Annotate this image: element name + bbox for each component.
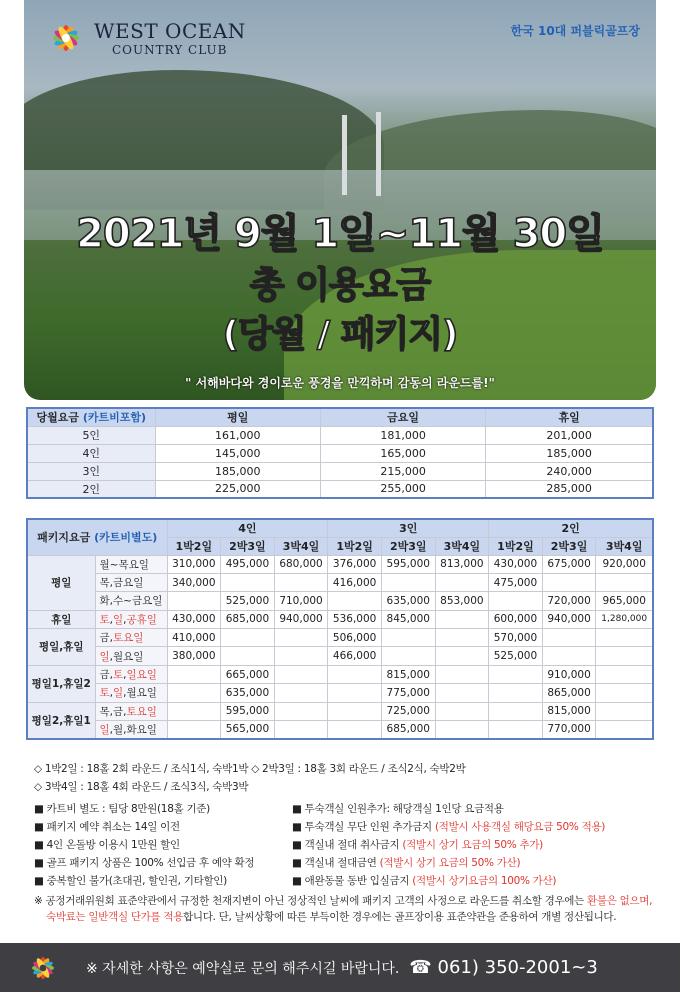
price-cell: 720,000 <box>542 592 596 610</box>
price-cell: 430,000 <box>489 555 543 573</box>
group-label: 평일2,휴일1 <box>27 702 95 739</box>
package-rate-table <box>26 518 654 740</box>
price-cell <box>167 665 221 683</box>
price-cell <box>274 702 328 720</box>
sub-header: 3박4일 <box>435 537 489 555</box>
price-cell <box>221 573 275 591</box>
price-cell: 285,000 <box>486 480 653 498</box>
row-label: 5인 <box>27 426 155 444</box>
brand-subname: COUNTRY CLUB <box>112 43 228 57</box>
price-cell: 255,000 <box>320 480 485 498</box>
price-cell: 536,000 <box>328 610 382 628</box>
price-cell <box>596 573 653 591</box>
price-cell: 410,000 <box>167 629 221 647</box>
note-item: ■ 골프 패키지 상품은 100% 선입금 후 예약 확정 <box>34 857 255 869</box>
round-note: ◇ 3박4일 : 18홀 4회 라운드 / 조식3식, 숙박3박 <box>34 781 249 793</box>
table-row <box>27 573 653 591</box>
price-cell: 813,000 <box>435 555 489 573</box>
price-cell: 225,000 <box>155 480 320 498</box>
note-item: ■ 애완동물 동반 입실금지 (적발시 상기요금의 100% 가산) <box>292 875 557 887</box>
price-cell: 815,000 <box>542 702 596 720</box>
group-header-2: 2인 <box>489 519 653 537</box>
price-cell: 376,000 <box>328 555 382 573</box>
flower-logo-icon <box>46 18 86 58</box>
price-cell <box>542 647 596 665</box>
table-row <box>27 629 653 647</box>
price-cell <box>596 684 653 702</box>
price-cell <box>596 702 653 720</box>
price-cell <box>542 629 596 647</box>
price-cell: 595,000 <box>381 555 435 573</box>
price-cell <box>328 665 382 683</box>
sub-header: 2박3일 <box>381 537 435 555</box>
price-cell: 685,000 <box>221 610 275 628</box>
group-label: 평일 <box>27 555 95 610</box>
table-row <box>27 462 653 480</box>
round-notes <box>34 760 465 796</box>
price-cell <box>489 721 543 739</box>
note-item: ■ 패키지 예약 취소는 14일 이전 <box>34 821 180 833</box>
daily-header-corner: 당월요금 (카트비포함) <box>27 408 155 426</box>
table-row <box>27 592 653 610</box>
sub-header: 1박2일 <box>167 537 221 555</box>
price-cell <box>381 573 435 591</box>
price-cell <box>167 684 221 702</box>
price-cell <box>596 629 653 647</box>
title-period: 2021년 9월 1일~11월 30일 <box>76 211 604 257</box>
price-cell: 940,000 <box>542 610 596 628</box>
brand-tagline: 한국 10대 퍼블릭골프장 <box>510 24 640 38</box>
price-cell: 570,000 <box>489 629 543 647</box>
price-cell: 181,000 <box>320 426 485 444</box>
price-cell: 466,000 <box>328 647 382 665</box>
phone-number[interactable]: ☎ 061) 350-2001~3 <box>409 957 598 978</box>
table-row <box>27 610 653 628</box>
note-item: ■ 투숙객실 인원추가: 해당객실 1인당 요금적용 <box>292 803 504 815</box>
price-cell <box>435 573 489 591</box>
sub-header: 2박3일 <box>221 537 275 555</box>
table-row <box>27 480 653 498</box>
round-note: ◇ 1박2일 : 18홀 2회 라운드 / 조식1식, 숙박1박 ◇ 2박3일 : 18홀 3회 라운드 / 조식2식, 숙박2박 <box>34 763 466 775</box>
note-item: ■ 투숙객실 무단 인원 추가금지 (적발시 사용객실 해당요금 50% 적용) <box>292 821 606 833</box>
price-cell <box>328 684 382 702</box>
sub-header: 1박2일 <box>489 537 543 555</box>
price-cell: 965,000 <box>596 592 653 610</box>
price-cell: 853,000 <box>435 592 489 610</box>
note-item: ■ 중복할인 불가(초대권, 할인권, 기타할인) <box>34 875 227 887</box>
price-cell <box>596 665 653 683</box>
group-label: 평일1,휴일2 <box>27 665 95 702</box>
price-cell <box>221 647 275 665</box>
price-cell: 525,000 <box>221 592 275 610</box>
price-cell: 185,000 <box>155 462 320 480</box>
price-cell <box>328 592 382 610</box>
price-cell: 665,000 <box>221 665 275 683</box>
price-cell <box>542 573 596 591</box>
price-cell <box>167 592 221 610</box>
table-row <box>27 702 653 720</box>
title-main: 총 이용요금 <box>249 265 431 306</box>
price-cell <box>167 721 221 739</box>
price-cell: 475,000 <box>489 573 543 591</box>
group-header-3: 3인 <box>328 519 489 537</box>
row-label: 4인 <box>27 444 155 462</box>
price-cell: 920,000 <box>596 555 653 573</box>
sub-header: 3박4일 <box>596 537 653 555</box>
table-row <box>27 665 653 683</box>
price-cell: 725,000 <box>381 702 435 720</box>
price-cell <box>381 647 435 665</box>
price-cell <box>435 702 489 720</box>
day-label: 금,토요일 <box>95 629 167 647</box>
footer-message: ※ 자세한 사항은 예약실로 문의 해주시길 바랍니다. <box>86 960 400 977</box>
disclaimer: ※ 공정거래위원회 표준약관에서 규정한 천재지변이 아닌 정상적인 날씨에 패키지 고객의 사정으로 라운드를 취소할 경우에는 환불은 없으며, 숙박료는 일반객실 단가를 적용합니다. 단, 날씨상황에 따른 부득이한 경우에는 골프장이용 표준약관을 준용하여 개별 정산됩니다. <box>34 895 653 923</box>
price-cell <box>167 702 221 720</box>
day-label: 토,일,월요일 <box>95 684 167 702</box>
price-cell <box>489 592 543 610</box>
note-item: ■ 객실내 절대금연 (적발시 상기 요금의 50% 가산) <box>292 857 521 869</box>
sub-header: 2박3일 <box>542 537 596 555</box>
price-cell: 565,000 <box>221 721 275 739</box>
price-cell: 680,000 <box>274 555 328 573</box>
price-cell <box>435 610 489 628</box>
note-item: ■ 객실내 절대 취사금지 (적발시 상기 요금의 50% 추가) <box>292 839 543 851</box>
price-cell: 775,000 <box>381 684 435 702</box>
price-cell: 161,000 <box>155 426 320 444</box>
sub-header: 3박4일 <box>274 537 328 555</box>
table-row <box>27 426 653 444</box>
price-cell <box>435 721 489 739</box>
price-cell: 675,000 <box>542 555 596 573</box>
price-cell <box>596 721 653 739</box>
price-cell <box>274 684 328 702</box>
price-cell <box>221 629 275 647</box>
price-cell: 215,000 <box>320 462 485 480</box>
price-cell: 201,000 <box>486 426 653 444</box>
group-label: 휴일 <box>27 610 95 628</box>
sub-header: 1박2일 <box>328 537 382 555</box>
flower-logo-icon <box>26 951 60 985</box>
daily-header-holiday: 휴일 <box>486 408 653 426</box>
table-row <box>27 444 653 462</box>
price-cell: 416,000 <box>328 573 382 591</box>
price-cell: 1,280,000 <box>596 610 653 628</box>
price-cell: 845,000 <box>381 610 435 628</box>
price-cell <box>381 629 435 647</box>
price-cell: 940,000 <box>274 610 328 628</box>
price-cell <box>435 629 489 647</box>
row-label: 2인 <box>27 480 155 498</box>
footer-bar <box>0 943 680 992</box>
table-row <box>27 721 653 739</box>
day-label: 금,토,일요일 <box>95 665 167 683</box>
price-cell: 600,000 <box>489 610 543 628</box>
day-label: 토,일,공휴일 <box>95 610 167 628</box>
price-cell: 506,000 <box>328 629 382 647</box>
day-label: 월~목요일 <box>95 555 167 573</box>
price-cell: 770,000 <box>542 721 596 739</box>
price-cell: 685,000 <box>381 721 435 739</box>
price-cell: 525,000 <box>489 647 543 665</box>
note-item: ■ 4인 온돌방 이용시 1만원 할인 <box>34 839 180 851</box>
price-cell: 710,000 <box>274 592 328 610</box>
notes-left <box>34 800 254 890</box>
price-cell: 865,000 <box>542 684 596 702</box>
price-cell: 495,000 <box>221 555 275 573</box>
day-label: 목,금,토요일 <box>95 702 167 720</box>
price-cell: 145,000 <box>155 444 320 462</box>
daily-header-weekday: 평일 <box>155 408 320 426</box>
price-cell <box>274 573 328 591</box>
price-cell <box>274 665 328 683</box>
daily-rate-table <box>26 407 654 499</box>
price-cell <box>274 647 328 665</box>
brand-name: WEST OCEAN <box>94 19 246 43</box>
day-label: 일,월요일 <box>95 647 167 665</box>
day-label: 목,금요일 <box>95 573 167 591</box>
row-label: 3인 <box>27 462 155 480</box>
price-cell <box>328 702 382 720</box>
price-cell <box>489 702 543 720</box>
group-label: 평일,휴일 <box>27 629 95 666</box>
table-row <box>27 684 653 702</box>
price-cell: 340,000 <box>167 573 221 591</box>
price-cell: 635,000 <box>381 592 435 610</box>
price-cell: 595,000 <box>221 702 275 720</box>
brand-logo <box>46 18 246 58</box>
price-cell <box>435 665 489 683</box>
price-cell: 815,000 <box>381 665 435 683</box>
title-sub: (당월 / 패키지) <box>222 314 458 355</box>
price-cell <box>274 629 328 647</box>
price-cell: 165,000 <box>320 444 485 462</box>
package-header-corner: 패키지요금 (카트비별도) <box>27 519 167 555</box>
slogan: " 서해바다와 경이로운 풍경을 만끽하며 감동의 라운드를!" <box>185 376 495 390</box>
price-cell: 380,000 <box>167 647 221 665</box>
price-cell <box>274 721 328 739</box>
price-cell: 430,000 <box>167 610 221 628</box>
price-cell: 240,000 <box>486 462 653 480</box>
note-item: ■ 카트비 별도 : 팀당 8만원(18홀 기준) <box>34 803 210 815</box>
price-cell <box>489 684 543 702</box>
day-label: 화,수~금요일 <box>95 592 167 610</box>
price-cell: 185,000 <box>486 444 653 462</box>
price-cell <box>328 721 382 739</box>
table-row <box>27 555 653 573</box>
notes-right <box>292 800 605 890</box>
day-label: 일,월,화요일 <box>95 721 167 739</box>
price-cell: 310,000 <box>167 555 221 573</box>
price-cell <box>435 647 489 665</box>
price-cell <box>489 665 543 683</box>
table-row <box>27 647 653 665</box>
daily-header-friday: 금요일 <box>320 408 485 426</box>
price-cell <box>435 684 489 702</box>
price-cell <box>596 647 653 665</box>
group-header-4: 4인 <box>167 519 328 537</box>
price-cell: 910,000 <box>542 665 596 683</box>
price-cell: 635,000 <box>221 684 275 702</box>
